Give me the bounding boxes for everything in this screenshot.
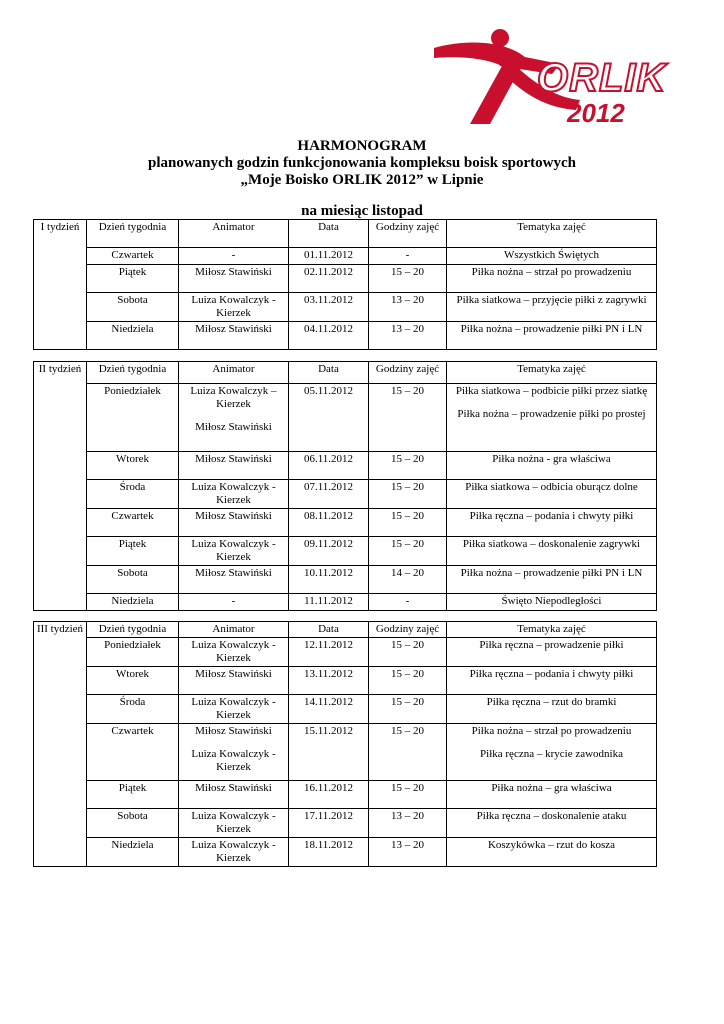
table-row	[34, 322, 657, 350]
col-date: Data	[289, 220, 369, 248]
cell-date: 15.11.2012	[289, 724, 369, 781]
cell-date: 14.11.2012	[289, 695, 369, 724]
cell-date: 02.11.2012	[289, 265, 369, 293]
col-day: Dzień tygodnia	[87, 622, 179, 638]
table-row	[34, 781, 657, 809]
col-animator: Animator	[179, 220, 289, 248]
cell-animator: -	[179, 248, 289, 265]
cell-day: Piątek	[87, 265, 179, 293]
cell-animator: Luiza Kowalczyk - Kierzek	[179, 480, 289, 509]
cell-day: Niedziela	[87, 594, 179, 611]
cell-topic: Koszykówka – rzut do kosza	[447, 838, 657, 867]
cell-date: 12.11.2012	[289, 638, 369, 667]
table-row	[34, 537, 657, 566]
cell-hours: 15 – 20	[369, 480, 447, 509]
table-row	[34, 724, 657, 781]
cell-topic: Piłka ręczna – prowadzenie piłki	[447, 638, 657, 667]
cell-hours: 15 – 20	[369, 667, 447, 695]
cell-date: 01.11.2012	[289, 248, 369, 265]
cell-hours: 15 – 20	[369, 537, 447, 566]
table-row	[34, 480, 657, 509]
cell-animator: Miłosz Stawiński	[179, 265, 289, 293]
cell-day: Wtorek	[87, 667, 179, 695]
cell-topic	[447, 724, 657, 781]
cell-hours: 13 – 20	[369, 293, 447, 322]
week-2-table	[33, 361, 657, 611]
cell-date: 09.11.2012	[289, 537, 369, 566]
cell-hours: 15 – 20	[369, 781, 447, 809]
cell-topic-2: Piłka ręczna – krycie zawodnika	[480, 748, 623, 760]
cell-day: Sobota	[87, 293, 179, 322]
table-row	[34, 265, 657, 293]
week-1-table	[33, 219, 657, 350]
cell-hours: 15 – 20	[369, 724, 447, 781]
cell-topic: Piłka ręczna – podania i chwyty piłki	[447, 667, 657, 695]
cell-topic: Piłka nożna – strzał po prowadzeniu	[447, 265, 657, 293]
cell-date: 13.11.2012	[289, 667, 369, 695]
cell-topic: Piłka ręczna – doskonalenie ataku	[447, 809, 657, 838]
doc-title: HARMONOGRAM	[297, 138, 427, 154]
table-row	[34, 452, 657, 480]
table-row	[34, 384, 657, 452]
col-animator: Animator	[179, 362, 289, 384]
cell-animator: Luiza Kowalczyk - Kierzek	[179, 695, 289, 724]
cell-day: Wtorek	[87, 452, 179, 480]
cell-hours: 15 – 20	[369, 452, 447, 480]
doc-subtitle: planowanych godzin funkcjonowania kompleksu boisk sportowych	[147, 155, 577, 171]
header-row	[34, 362, 657, 384]
cell-date: 18.11.2012	[289, 838, 369, 867]
cell-animator: Luiza Kowalczyk - Kierzek	[179, 638, 289, 667]
cell-date: 11.11.2012	[289, 594, 369, 611]
cell-topic: Piłka siatkowa – doskonalenie zagrywki	[447, 537, 657, 566]
cell-topic: Piłka siatkowa – przyjęcie piłki z zagrywki	[447, 293, 657, 322]
cell-topic: Piłka nożna – prowadzenie piłki PN i LN	[447, 322, 657, 350]
cell-hours: 14 – 20	[369, 566, 447, 594]
cell-topic	[447, 384, 657, 452]
week-label: II tydzień	[34, 362, 87, 611]
cell-day: Piątek	[87, 781, 179, 809]
cell-date: 16.11.2012	[289, 781, 369, 809]
cell-day: Niedziela	[87, 838, 179, 867]
cell-animator-2: Luiza Kowalczyk - Kierzek	[191, 748, 276, 773]
cell-day: Niedziela	[87, 322, 179, 350]
week-label: III tydzień	[34, 622, 87, 867]
cell-day: Sobota	[87, 566, 179, 594]
doc-facility: „Moje Boisko ORLIK 2012” w Lipnie	[240, 172, 484, 188]
cell-animator: Luiza Kowalczyk - Kierzek	[179, 809, 289, 838]
table-row	[34, 566, 657, 594]
cell-hours: -	[369, 594, 447, 611]
doc-month: na miesiąc listopad	[301, 203, 423, 219]
cell-topic: Święto Niepodległości	[447, 594, 657, 611]
table-row	[34, 293, 657, 322]
cell-hours: 15 – 20	[369, 509, 447, 537]
cell-day: Poniedziałek	[87, 638, 179, 667]
cell-animator: -	[179, 594, 289, 611]
logo-word: ORLIK	[537, 56, 667, 100]
cell-topic: Piłka nożna - gra właściwa	[447, 452, 657, 480]
cell-topic-1: Piłka nożna – strzał po prowadzeniu	[471, 725, 632, 737]
logo-figure-head	[491, 29, 509, 47]
cell-hours: 13 – 20	[369, 809, 447, 838]
cell-date: 07.11.2012	[289, 480, 369, 509]
cell-date: 06.11.2012	[289, 452, 369, 480]
table-row	[34, 667, 657, 695]
cell-animator: Luiza Kowalczyk - Kierzek	[179, 293, 289, 322]
week-3-table	[33, 621, 657, 867]
cell-topic-1: Piłka siatkowa – podbicie piłki przez siatkę	[455, 385, 648, 397]
cell-topic: Piłka ręczna – rzut do bramki	[447, 695, 657, 724]
header-row	[34, 220, 657, 248]
cell-animator: Miłosz Stawiński	[179, 509, 289, 537]
cell-topic: Piłka nożna – gra właściwa	[447, 781, 657, 809]
cell-animator: Miłosz Stawiński	[179, 566, 289, 594]
cell-hours: 13 – 20	[369, 838, 447, 867]
table-row	[34, 838, 657, 867]
col-animator: Animator	[179, 622, 289, 638]
cell-day: Środa	[87, 695, 179, 724]
col-day: Dzień tygodnia	[87, 220, 179, 248]
cell-animator: Miłosz Stawiński	[179, 322, 289, 350]
col-date: Data	[289, 362, 369, 384]
cell-date: 17.11.2012	[289, 809, 369, 838]
logo-year: 2012	[567, 98, 625, 128]
cell-hours: 13 – 20	[369, 322, 447, 350]
cell-day: Poniedziałek	[87, 384, 179, 452]
col-hours: Godziny zajęć	[369, 220, 447, 248]
cell-topic: Piłka nożna – prowadzenie piłki PN i LN	[447, 566, 657, 594]
table-row	[34, 248, 657, 265]
col-day: Dzień tygodnia	[87, 362, 179, 384]
table-row	[34, 594, 657, 611]
cell-animator	[179, 724, 289, 781]
cell-animator: Miłosz Stawiński	[179, 781, 289, 809]
col-topic: Tematyka zajęć	[447, 362, 657, 384]
cell-animator: Luiza Kowalczyk - Kierzek	[179, 537, 289, 566]
cell-hours: 15 – 20	[369, 265, 447, 293]
col-date: Data	[289, 622, 369, 638]
cell-day: Piątek	[87, 537, 179, 566]
table-row	[34, 695, 657, 724]
col-hours: Godziny zajęć	[369, 362, 447, 384]
cell-animator	[179, 384, 289, 452]
cell-date: 08.11.2012	[289, 509, 369, 537]
cell-topic: Piłka ręczna – podania i chwyty piłki	[447, 509, 657, 537]
cell-hours: 15 – 20	[369, 384, 447, 452]
table-row	[34, 809, 657, 838]
cell-day: Sobota	[87, 809, 179, 838]
cell-animator: Luiza Kowalczyk - Kierzek	[179, 838, 289, 867]
cell-date: 04.11.2012	[289, 322, 369, 350]
cell-date: 03.11.2012	[289, 293, 369, 322]
cell-day: Czwartek	[87, 509, 179, 537]
cell-hours: 15 – 20	[369, 638, 447, 667]
header-row	[34, 622, 657, 638]
cell-date: 05.11.2012	[289, 384, 369, 452]
col-hours: Godziny zajęć	[369, 622, 447, 638]
cell-date: 10.11.2012	[289, 566, 369, 594]
col-topic: Tematyka zajęć	[447, 622, 657, 638]
cell-animator-1: Luiza Kowalczyk – Kierzek	[190, 385, 277, 410]
cell-animator: Miłosz Stawiński	[179, 667, 289, 695]
cell-animator-2: Miłosz Stawiński	[195, 421, 272, 433]
week-label: I tydzień	[34, 220, 87, 350]
cell-hours: 15 – 20	[369, 695, 447, 724]
cell-day: Czwartek	[87, 724, 179, 781]
col-topic: Tematyka zajęć	[447, 220, 657, 248]
cell-day: Środa	[87, 480, 179, 509]
cell-day: Czwartek	[87, 248, 179, 265]
cell-topic: Wszystkich Świętych	[447, 248, 657, 265]
table-row	[34, 509, 657, 537]
cell-animator: Miłosz Stawiński	[179, 452, 289, 480]
cell-animator-1: Miłosz Stawiński	[195, 725, 272, 737]
cell-hours: -	[369, 248, 447, 265]
cell-topic-2: Piłka nożna – prowadzenie piłki po prostej	[457, 408, 646, 420]
cell-topic: Piłka siatkowa – odbicia oburącz dolne	[447, 480, 657, 509]
table-row	[34, 638, 657, 667]
